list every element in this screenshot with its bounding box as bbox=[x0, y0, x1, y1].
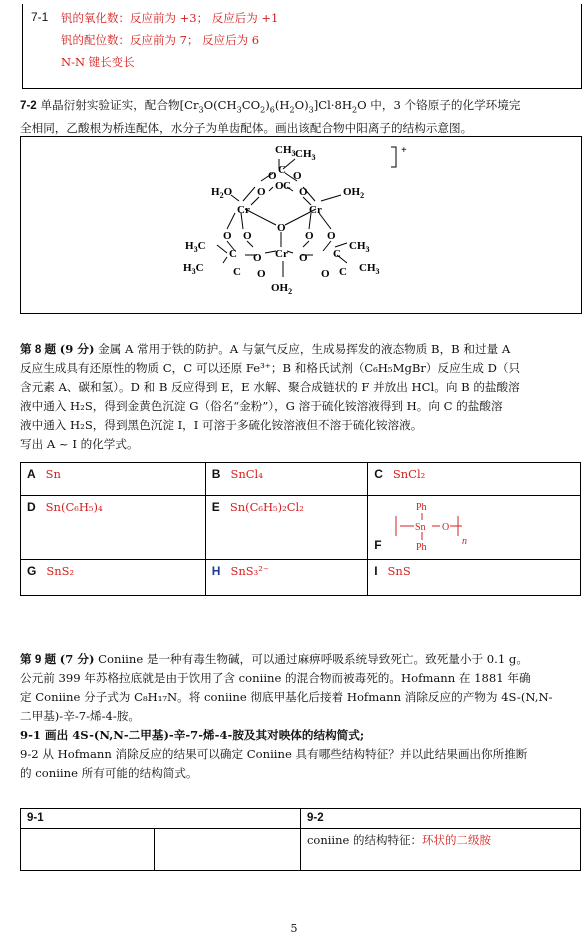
atom-cr-right: Cr bbox=[309, 204, 322, 216]
atom-h2o-left: $H_2O$ bbox=[211, 186, 233, 200]
answer-C: SnCl₂ bbox=[392, 467, 426, 481]
feature-value: 环状的二级胺 bbox=[421, 833, 491, 847]
atom-oh2-bottom: $OH_2$ bbox=[271, 282, 293, 296]
answer-G: SnS₂ bbox=[46, 564, 75, 578]
svg-text:O: O bbox=[293, 170, 302, 182]
charge-sign: + bbox=[401, 145, 407, 156]
answer-table-9 bbox=[20, 808, 581, 871]
answer-nn-bond: N-N 键长变长 bbox=[61, 55, 135, 69]
page-number: 5 bbox=[290, 922, 298, 935]
chromium-complex-structure bbox=[21, 137, 581, 313]
svg-text:Ph: Ph bbox=[416, 502, 427, 513]
atom-oh2-right: $OH_2$ bbox=[343, 186, 365, 200]
svg-text:CH3: $CH_3$ bbox=[359, 262, 380, 276]
answer-A: Sn bbox=[45, 467, 61, 481]
header-9-1: 9-1 bbox=[21, 809, 301, 829]
atom-cr-left: Cr bbox=[237, 204, 250, 216]
svg-text:C: C bbox=[339, 266, 347, 278]
svg-text:O: O bbox=[253, 252, 262, 264]
svg-text:O: O bbox=[299, 252, 308, 264]
svg-text:H3C: $H_3C$ bbox=[183, 262, 204, 276]
atom-ch3-top: $CH_3$ bbox=[275, 144, 296, 158]
question-8: 第 8 题 (9 分) 金属 A 常用于铁的防护。A 与氯气反应，生成易挥发的液态物质 B，B 和过量 A 反应生成具有还原性的物质 C，C 可以还原 Fe³⁺；B 和格氏试剂（C₆H₅MgBr）反应生成 D（只 含元素 A、碳和氢）。D 和 B 反应得到 E，E 水解、聚合成链状的 F 并放出 HCl。向 B 的盐酸溶 液中通入 H₂S，得到金黄色沉淀 G（俗名“金粉”），G 溶于硫化铵溶液得到 H。向 C 的盐酸溶 液中通入 H₂S，得到黑色沉淀 I，I 可溶于多硫化铵溶液但不溶于硫化铵溶液。 写出 A ~ I 的化学式。 bbox=[20, 342, 521, 451]
svg-text:C: C bbox=[333, 248, 341, 260]
svg-text:H3C: $H_3C$ bbox=[185, 240, 206, 254]
answer-I: SnS bbox=[387, 564, 411, 578]
svg-text:O: O bbox=[268, 170, 277, 182]
svg-text:O: O bbox=[257, 186, 266, 198]
svg-text:O: O bbox=[442, 522, 450, 533]
cell-9-1-a bbox=[21, 829, 155, 871]
feature-label: coniine 的结构特征： bbox=[306, 833, 422, 847]
header-9-2: 9-2 bbox=[300, 809, 580, 829]
answer-B: SnCl₄ bbox=[230, 467, 263, 481]
answer-F-polymer bbox=[388, 498, 498, 558]
svg-text:Sn: Sn bbox=[415, 522, 426, 533]
svg-text:CH3: $CH_3$ bbox=[349, 240, 370, 254]
svg-text:n: n bbox=[462, 536, 468, 547]
answer-table-8: A Sn B SnCl₄ C SnCl₂ D Sn(C₆H₅)₄ E Sn(C₆H₅)₂Cl₂ F Ph Sn O Ph n G SnS₂ H SnS₃²⁻ I SnS bbox=[20, 462, 581, 638]
atom-ch3-top-2: $CH_3$ bbox=[295, 148, 316, 162]
answer-D: Sn(C₆H₅)₄ bbox=[45, 500, 103, 514]
answer-H: SnS₃²⁻ bbox=[230, 564, 269, 578]
svg-text:O: O bbox=[257, 268, 266, 280]
answer-oxidation-state: 钒的氧化数：反应前为 +3； 反应后为 +1 bbox=[61, 11, 279, 25]
svg-text:O: O bbox=[243, 230, 252, 242]
svg-text:O: O bbox=[223, 230, 232, 242]
answer-E: Sn(C₆H₅)₂Cl₂ bbox=[229, 500, 304, 514]
svg-text:O: O bbox=[305, 230, 314, 242]
structure-box-7-2 bbox=[20, 136, 582, 314]
label-7-1: 7-1 bbox=[31, 10, 49, 24]
svg-text:C: C bbox=[233, 266, 241, 278]
svg-text:O: O bbox=[299, 186, 308, 198]
svg-text:C: C bbox=[283, 180, 291, 192]
svg-text:Ph: Ph bbox=[416, 542, 427, 553]
question-9: 第 9 题 (7 分) Coniine 是一种有毒生物碱，可以通过麻痹呼吸系统导致死亡。致死量小于 0.1 g。 公元前 399 年苏格拉底就是由于饮用了含 coniine 的混合物而被毒死的。Hofmann 在 1881 年确 定 Coniine 分子式为 C₈H₁₇N。将 coniine 彻底甲基化后接着 Hofmann 消除反应的产物为 4S-(N,N- 二甲基)-辛-7-烯-4-胺。 9-1 画出 4S-(N,N-二甲基)-辛-7-烯-4-胺及其对映体的结构简式; 9-2 从 Hofmann 消除反应的结果可以确定 Coniine 具有哪些结构特征？并以此结果画出你所推断 的 coniine 所有可能的结构简式。 bbox=[20, 652, 553, 780]
cell-9-2 bbox=[300, 829, 580, 871]
svg-text:O: O bbox=[327, 230, 336, 242]
svg-text:O: O bbox=[277, 222, 286, 234]
cell-9-1-b bbox=[155, 829, 301, 871]
svg-text:C: C bbox=[278, 164, 286, 176]
svg-text:O: O bbox=[275, 180, 284, 192]
answer-coordination-number: 钒的配位数：反应前为 7； 反应后为 6 bbox=[61, 33, 260, 47]
question-7-2: 7-2 单晶衍射实验证实，配合物$[Cr_3O(CH_3CO_2)_6(H_2O)_3]Cl\cdot 8H_2O$ 中，3 个铬原子的化学环境完 全相同，乙酸根为桥连配体，水分子为单齿配体。画出该配合物中阳离子的结构示意图。 bbox=[20, 98, 521, 136]
svg-text:C: C bbox=[229, 248, 237, 260]
answer-box-7-1 bbox=[22, 4, 582, 89]
atom-cr-bottom: Cr bbox=[275, 248, 288, 260]
svg-text:O: O bbox=[321, 268, 330, 280]
